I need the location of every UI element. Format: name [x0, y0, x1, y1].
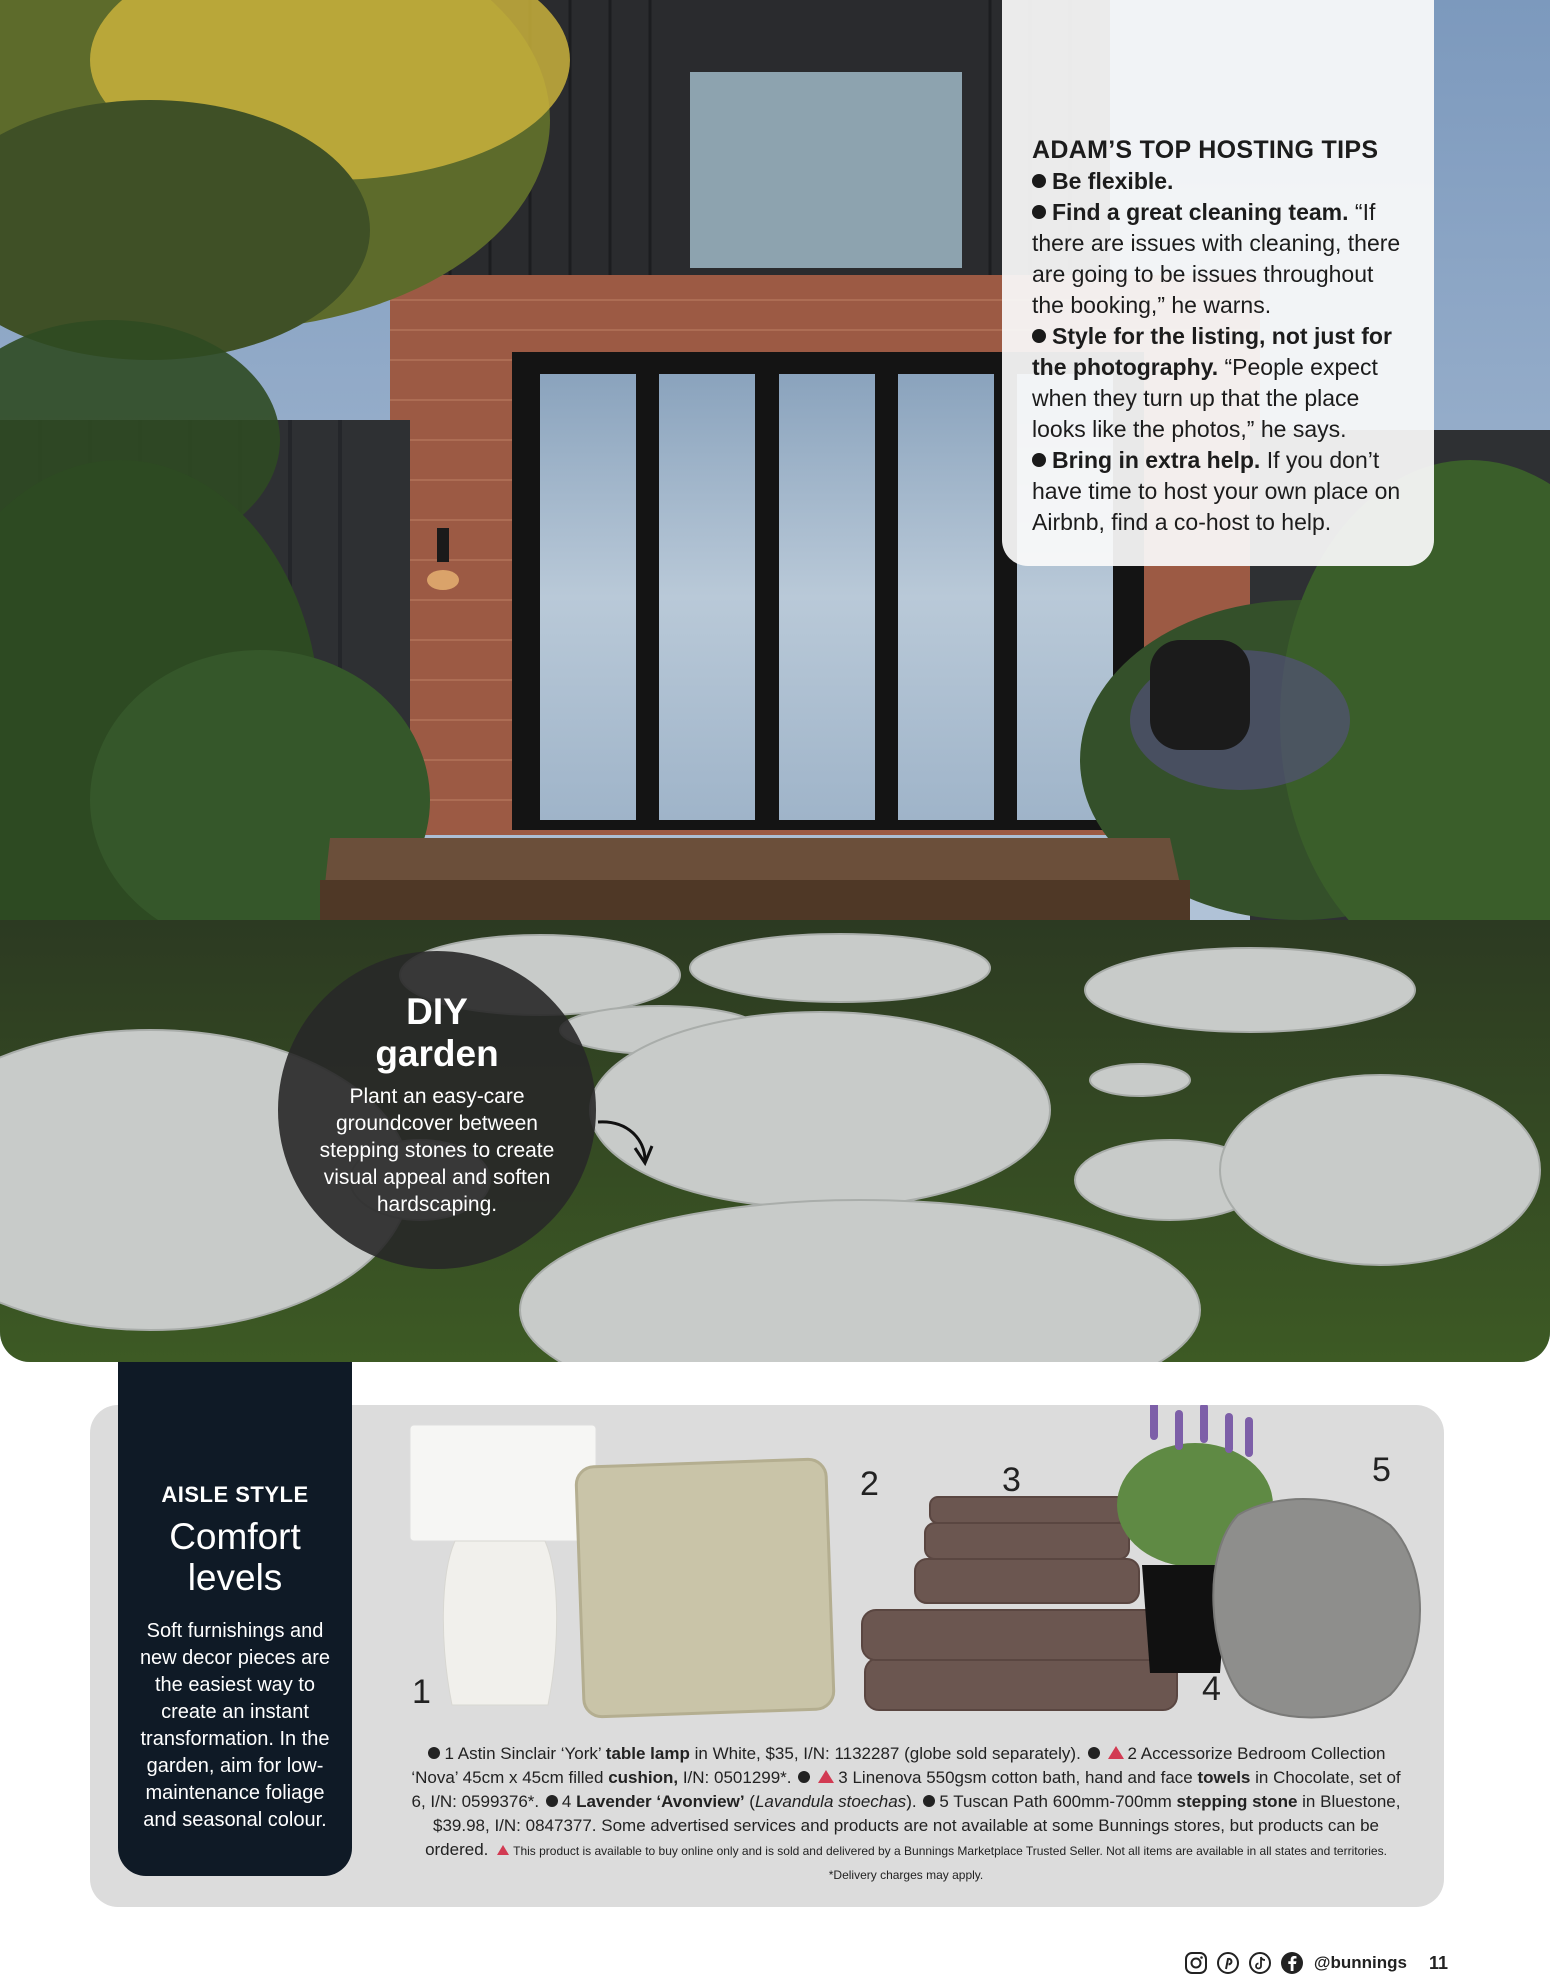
marketplace-triangle-icon — [497, 1845, 509, 1855]
caption-5-b: stepping stone — [1176, 1792, 1298, 1811]
tip-4 — [1032, 445, 1408, 538]
tips-title: ADAM’S TOP HOSTING TIPS — [1032, 136, 1379, 164]
aisle-title: Comfort levels — [169, 1516, 301, 1598]
caption-4-i: Lavandula stoechas — [754, 1792, 907, 1811]
social-handle[interactable]: @bunnings — [1313, 1953, 1407, 1972]
caption-2-b: cushion, — [608, 1768, 679, 1787]
product-number-3: 3 — [1002, 1461, 1021, 1499]
pinterest-icon[interactable] — [1216, 1951, 1240, 1975]
aisle-body: Soft furnishings and new decor pieces are the easiest way to create an instant transformation. In the garden, aim for low-maintenance foliage and seasonal colour. — [139, 1620, 331, 1831]
diy-title-line-2: garden — [375, 1033, 499, 1074]
caption-3-c: in Chocolate, set of 6, I/N: 0599376*. — [411, 1768, 1401, 1811]
tip-2-bold: Find a great cleaning team. — [1052, 199, 1349, 225]
tip-2-text: “If there are issues with cleaning, there are going to be issues throughout the booking,” he warns. — [1032, 199, 1401, 318]
bullet-icon — [1032, 205, 1046, 219]
aisle-kicker: AISLE STYLE — [161, 1482, 309, 1507]
caption-2-a: Accessorize Bedroom Collection ‘Nova’ 45cm x 45cm filled — [411, 1744, 1386, 1787]
caption-1-a: Astin Sinclair ‘York’ — [457, 1744, 602, 1763]
caption-5-c: in Bluestone, $39.98, I/N: 0847377. Some advertised services and products are not available at some Bunnings stores, but products can be ordered. — [425, 1792, 1401, 1859]
caption-num-3: 3 — [838, 1768, 848, 1787]
diy-title-line-1: DIY — [406, 991, 468, 1032]
caption-1-b: table lamp — [605, 1744, 690, 1763]
table-lamp-image — [410, 1425, 596, 1705]
caption-4-d: ). — [906, 1792, 917, 1811]
bullet-icon — [1032, 329, 1046, 343]
marketplace-triangle-icon — [818, 1770, 834, 1783]
diy-garden-callout — [278, 951, 596, 1269]
product-number-2: 2 — [860, 1465, 879, 1503]
caption-small-print: This product is available to buy online only and is sold and delivered by a Bunnings Marketplace Trusted Seller. Not all items are available in all states and territories. *Delivery charges may apply. — [513, 1844, 1387, 1882]
diy-body: Plant an easy-care groundcover between stepping stones to create visual appeal and soften hardscaping. — [319, 1085, 555, 1216]
tip-3-text: “People expect when they turn up that the place looks like the photos,” he says. — [1032, 354, 1378, 442]
facebook-icon[interactable] — [1280, 1951, 1304, 1975]
bullet-icon — [1088, 1747, 1100, 1759]
hosting-tips-box — [1002, 0, 1434, 566]
page-footer — [1184, 1948, 1448, 1978]
bullet-icon — [546, 1795, 558, 1807]
product-number-1: 1 — [412, 1673, 431, 1711]
product-number-4: 4 — [1202, 1670, 1221, 1708]
cushion-image — [576, 1459, 835, 1718]
caption-5-a: Tuscan Path 600mm-700mm — [953, 1792, 1172, 1811]
product-caption — [402, 1742, 1410, 1886]
tip-3 — [1032, 321, 1408, 445]
caption-num-4: 4 — [561, 1792, 572, 1811]
caption-2-c: I/N: 0501299*. — [682, 1768, 792, 1787]
bullet-icon — [428, 1747, 440, 1759]
tip-4-bold: Bring in extra help. — [1052, 447, 1261, 473]
marketplace-triangle-icon — [1108, 1746, 1124, 1759]
caption-4-c: ( — [749, 1792, 755, 1811]
caption-1-c: in White, $35, I/N: 1132287 (globe sold separately). — [694, 1744, 1081, 1763]
bullet-icon — [798, 1771, 810, 1783]
caption-num-1: 1 — [444, 1744, 454, 1763]
bullet-icon — [1032, 453, 1046, 467]
caption-3-b: towels — [1197, 1768, 1251, 1787]
caption-num-5: 5 — [939, 1792, 949, 1811]
bullet-icon — [923, 1795, 935, 1807]
instagram-icon[interactable] — [1184, 1951, 1208, 1975]
stepping-stone-image — [1213, 1499, 1420, 1718]
tiktok-icon[interactable] — [1248, 1951, 1272, 1975]
page-number: 11 — [1428, 1952, 1448, 1973]
caption-num-2: 2 — [1127, 1744, 1137, 1763]
product-number-5: 5 — [1372, 1451, 1391, 1489]
tip-1 — [1032, 166, 1408, 197]
tip-3-bold: Style for the listing, not just for the photography. — [1032, 323, 1392, 380]
bullet-icon — [1032, 174, 1046, 188]
tip-2 — [1032, 197, 1408, 321]
tip-1-bold: Be flexible. — [1052, 168, 1174, 194]
caption-3-a: Linenova 550gsm cotton bath, hand and face — [852, 1768, 1193, 1787]
aisle-style-panel — [118, 1362, 352, 1876]
caption-4-b: Lavender ‘Avonview’ — [576, 1792, 745, 1811]
tip-4-text: If you don’t have time to host your own place on Airbnb, find a co-host to help. — [1032, 447, 1401, 535]
